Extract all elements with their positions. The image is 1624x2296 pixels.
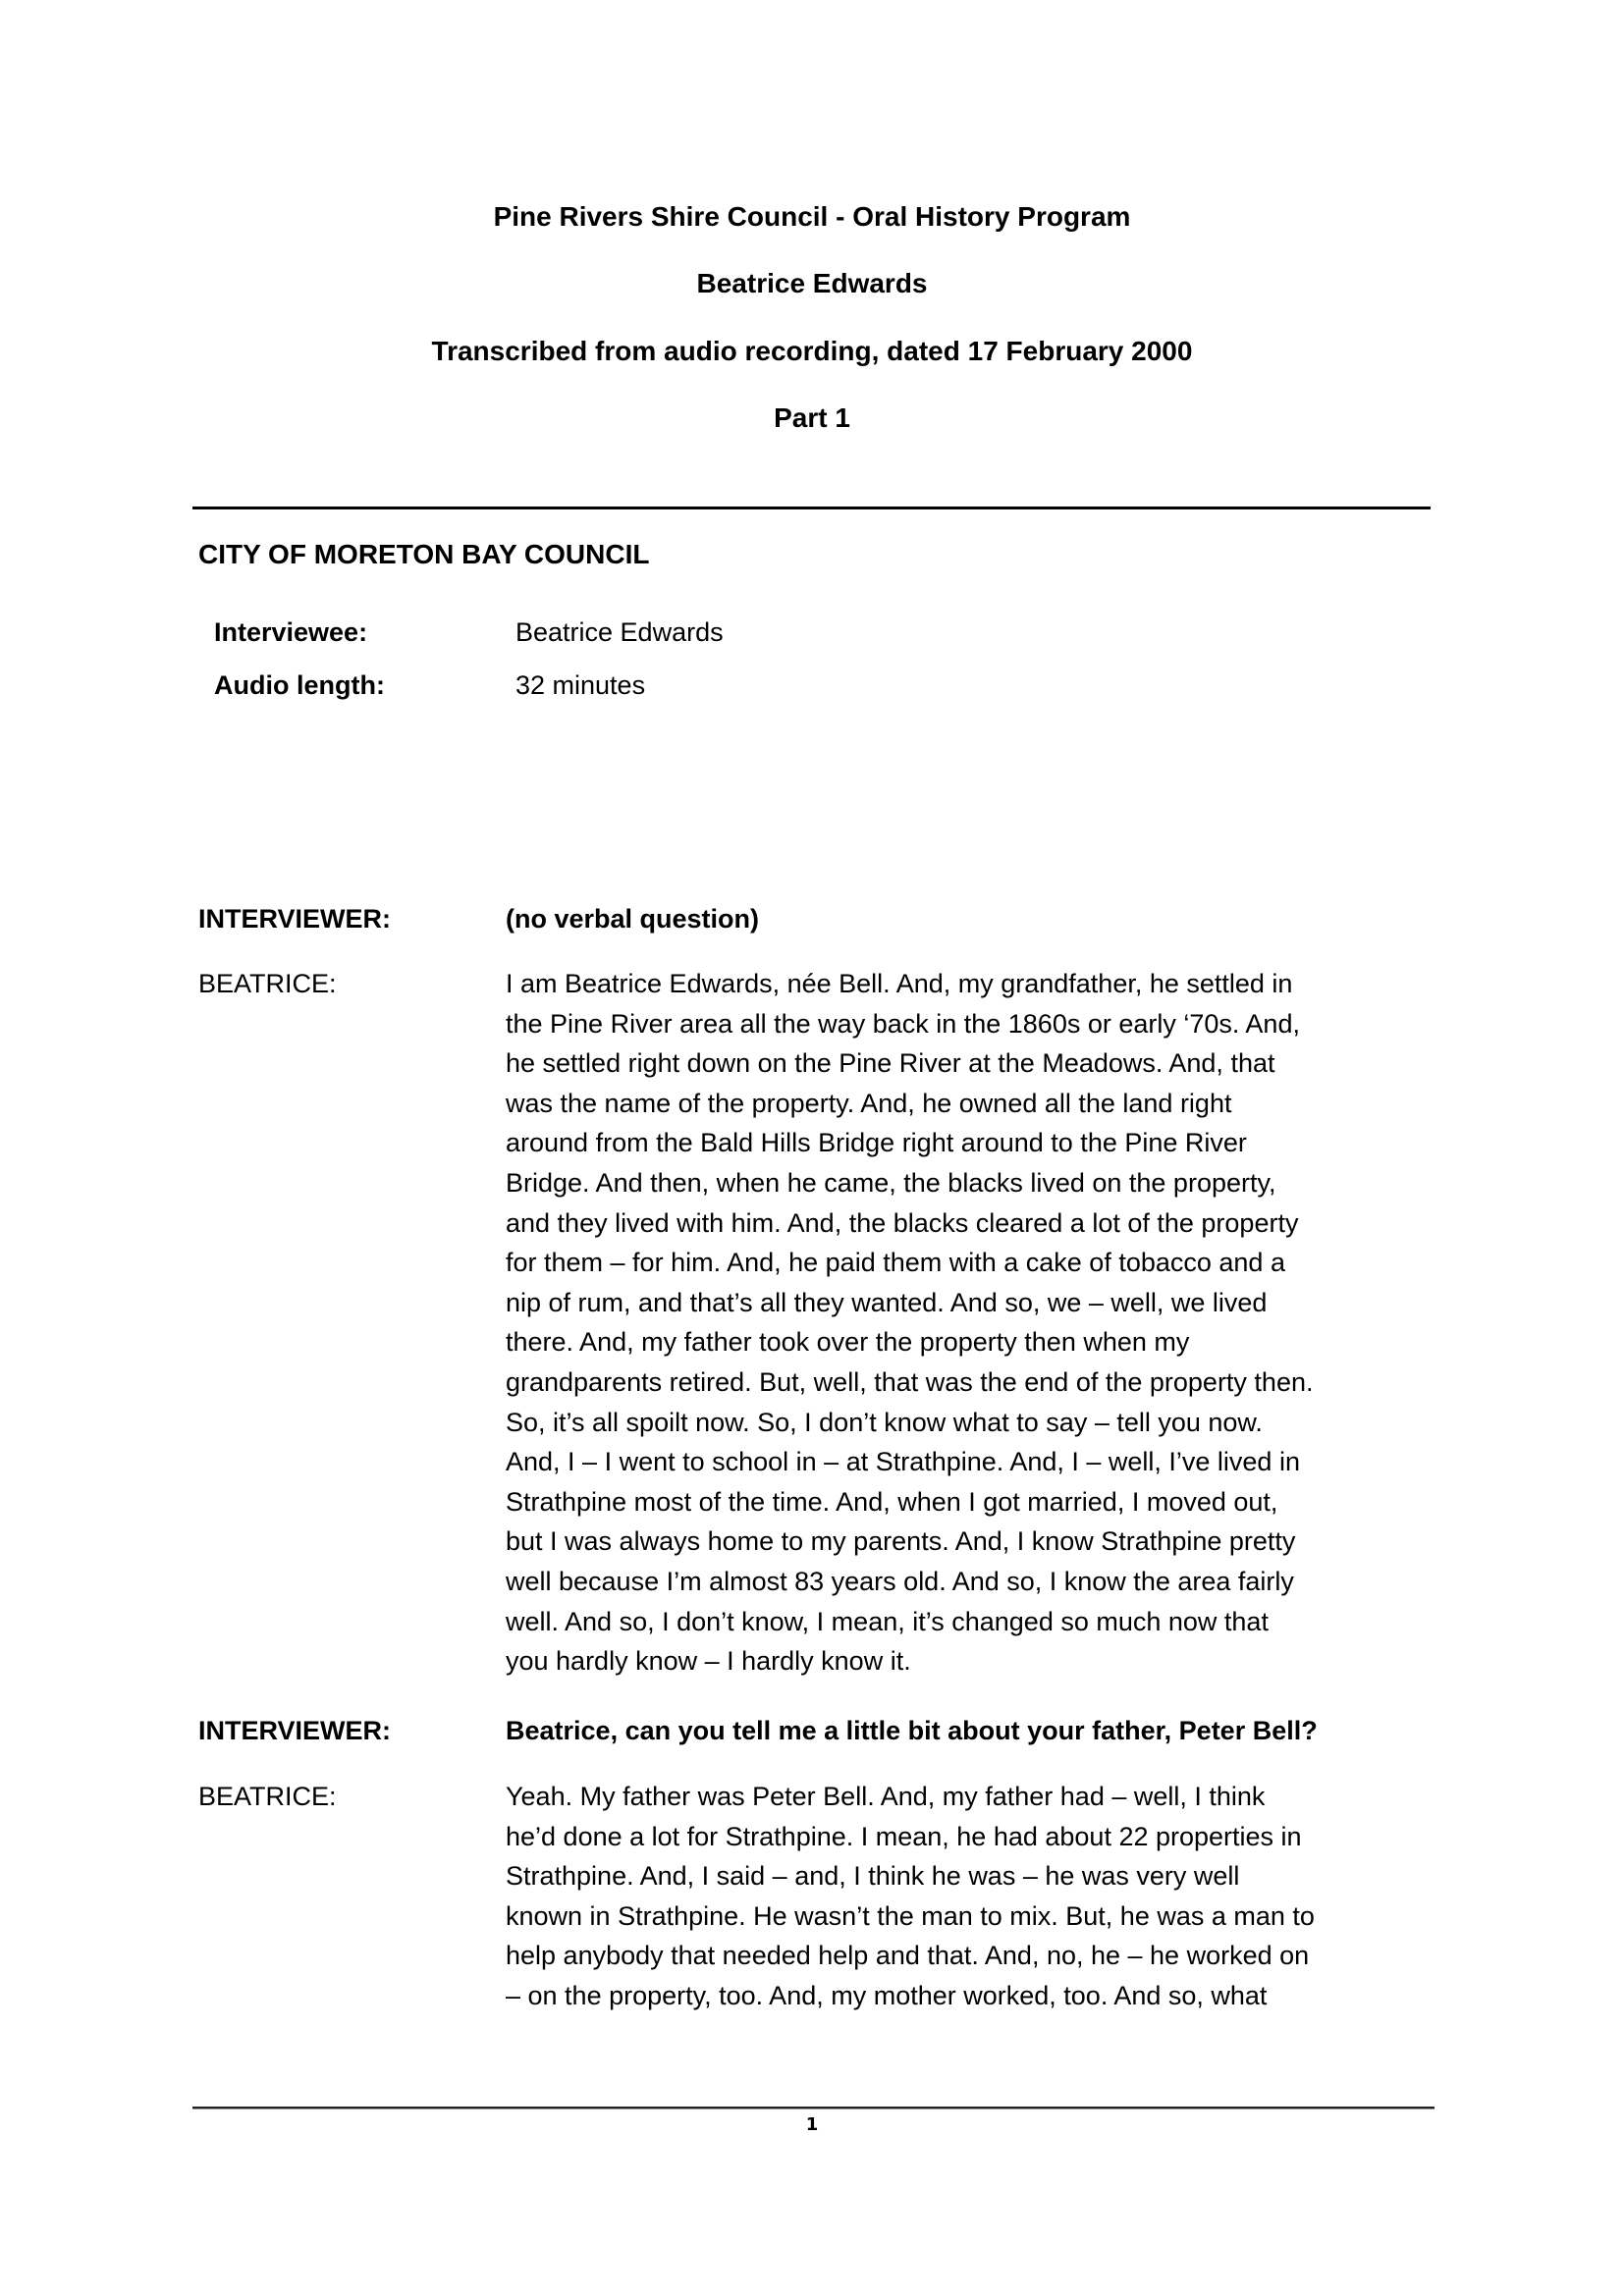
- speaker-label: INTERVIEWER:: [198, 904, 392, 934]
- speech-line: grandparents retired. But, well, that was the end of the property then.: [506, 1366, 1314, 1397]
- speech-line: Strathpine most of the time. And, when I got married, I moved out,: [506, 1486, 1278, 1517]
- speech-line: (no verbal question): [506, 904, 760, 934]
- speech-text: [506, 964, 1438, 1682]
- transcription-note: Transcribed from audio recording, dated 17 February 2000: [431, 336, 1193, 366]
- speech-text: [506, 899, 1438, 939]
- speech-line: for them – for him. And, he paid them with a cake of tobacco and a: [506, 1248, 1285, 1278]
- audio-length-value: 32 minutes: [515, 670, 646, 700]
- speech-line: was the name of the property. And, he owned all the land right: [506, 1088, 1232, 1118]
- speech-line: there. And, my father took over the property then when my: [506, 1327, 1190, 1358]
- part-label: Part 1: [774, 402, 850, 433]
- speech-line: well because I’m almost 83 years old. And so, I know the area fairly: [506, 1566, 1294, 1596]
- interviewee-value: Beatrice Edwards: [515, 617, 724, 647]
- speech-text: [506, 1711, 1438, 1751]
- program-title: Pine Rivers Shire Council - Oral History Program: [493, 201, 1131, 232]
- speech-line: And, I – I went to school in – at Strathpine. And, I – well, I’ve lived in: [506, 1447, 1300, 1477]
- page-number: 1: [805, 2114, 819, 2135]
- speaker-label: INTERVIEWER:: [198, 1716, 392, 1745]
- speech-line: but I was always home to my parents. And, I know Strathpine pretty: [506, 1526, 1296, 1557]
- speech-line: he settled right down on the Pine River at the Meadows. And, that: [506, 1048, 1275, 1079]
- speech-text: [506, 1777, 1438, 2016]
- header-divider: [192, 507, 1431, 509]
- speaker-label: BEATRICE:: [198, 1782, 337, 1811]
- organisation-heading: CITY OF MORETON BAY COUNCIL: [198, 539, 650, 569]
- speech-line: Beatrice, can you tell me a little bit about your father, Peter Bell?: [506, 1716, 1318, 1745]
- interviewee-label: Interviewee:: [214, 617, 368, 647]
- speech-line: well. And so, I don’t know, I mean, it’s changed so much now that: [506, 1606, 1269, 1636]
- speech-line: Yeah. My father was Peter Bell. And, my father had – well, I think: [506, 1782, 1266, 1811]
- speech-line: he’d done a lot for Strathpine. I mean, he had about 22 properties in: [506, 1821, 1302, 1851]
- speech-line: around from the Bald Hills Bridge right around to the Pine River: [506, 1128, 1247, 1158]
- speech-line: and they lived with him. And, the blacks cleared a lot of the property: [506, 1207, 1299, 1238]
- speech-line: Bridge. And then, when he came, the blacks lived on the property,: [506, 1167, 1276, 1198]
- speech-line: Strathpine. And, I said – and, I think he was – he was very well: [506, 1861, 1240, 1892]
- audio-length-label: Audio length:: [214, 670, 385, 700]
- speech-line: the Pine River area all the way back in the 1860s or early ‘70s. And,: [506, 1008, 1300, 1039]
- speaker-label: BEATRICE:: [198, 969, 337, 998]
- speech-line: help anybody that needed help and that. And, no, he – he worked on: [506, 1941, 1310, 1971]
- footer-divider: [192, 2107, 1435, 2109]
- speech-line: So, it’s all spoilt now. So, I don’t know what to say – tell you now.: [506, 1407, 1263, 1437]
- speech-line: – on the property, too. And, my mother worked, too. And so, what: [506, 1980, 1268, 2010]
- speech-line: you hardly know – I hardly know it.: [506, 1646, 911, 1677]
- speech-line: nip of rum, and that’s all they wanted. And so, we – well, we lived: [506, 1287, 1268, 1317]
- speech-line: I am Beatrice Edwards, née Bell. And, my grandfather, he settled in: [506, 969, 1293, 998]
- speech-line: known in Strathpine. He wasn’t the man to mix. But, he was a man to: [506, 1900, 1315, 1931]
- interviewee-title: Beatrice Edwards: [696, 268, 928, 298]
